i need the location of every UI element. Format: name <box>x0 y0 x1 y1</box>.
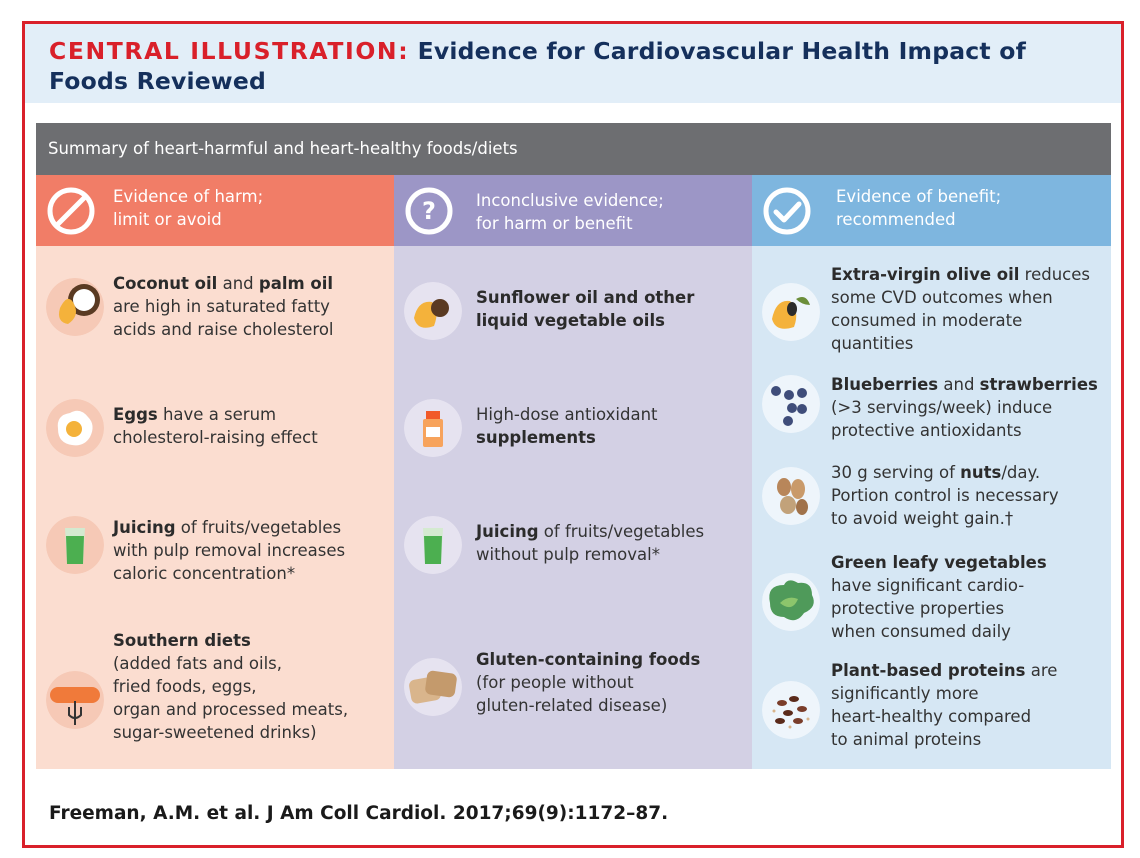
bread-slices-icon <box>404 658 462 716</box>
title-bar <box>25 24 1121 103</box>
title-line2: Foods Reviewed <box>49 67 266 95</box>
item-text: Green leafy vegetables have significant cardio- protective properties when consumed daily <box>831 553 1047 641</box>
central-illustration-frame <box>22 21 1124 848</box>
beans-icon <box>762 681 820 739</box>
nuts-icon <box>762 467 820 525</box>
egg-icon <box>46 399 104 457</box>
benefit-heading: Evidence of benefit; recommended <box>836 187 1002 229</box>
item-text: Extra-virgin olive oil reduces some CVD outcomes when consumed in moderate quantities <box>831 265 1090 353</box>
leafy-greens-icon <box>762 573 820 631</box>
question-mark-icon <box>404 186 454 236</box>
item-text: Eggs have a serum cholesterol-raising effect <box>113 405 318 447</box>
blueberries-icon <box>762 375 820 433</box>
title-line1: Evidence for Cardiovascular Health Impact of <box>409 37 1027 65</box>
juice-glass-icon <box>404 516 462 574</box>
harm-column <box>36 175 394 769</box>
item-text: Coconut oil and palm oil are high in saturated fatty acids and raise cholesterol <box>113 274 334 339</box>
prohibited-icon <box>46 186 96 236</box>
item-text: Plant-based proteins are significantly more heart-healthy compared to animal proteins <box>831 661 1058 749</box>
coconut-oil-icon <box>46 278 104 336</box>
item-text: Juicing of fruits/vegetables with pulp removal increases caloric concentration* <box>113 518 346 583</box>
sunflower-oil-icon <box>404 282 462 340</box>
checkmark-icon <box>762 186 812 236</box>
benefit-column <box>752 175 1111 769</box>
summary-panel <box>36 123 1111 769</box>
item-text: High-dose antioxidant supplements <box>476 405 658 447</box>
panel-header: Summary of heart-harmful and heart-healthy foods/diets <box>36 123 1111 175</box>
item-text: Gluten-containing foods (for people without gluten-related disease) <box>476 650 701 715</box>
item-text: Southern diets (added fats and oils, fried foods, eggs, organ and processed meats, sugar-sweetened drinks) <box>113 631 349 742</box>
title-prefix: CENTRAL ILLUSTRATION: <box>49 37 410 65</box>
inconclusive-heading: Inconclusive evidence; for harm or benefit <box>476 191 664 233</box>
harm-heading: Evidence of harm; limit or avoid <box>113 187 264 229</box>
inconclusive-column-header <box>394 175 752 246</box>
juice-glass-icon <box>46 516 104 574</box>
supplement-bottle-icon <box>404 399 462 457</box>
harm-column-header <box>36 175 394 246</box>
benefit-column-header <box>752 175 1111 246</box>
item-text: 30 g serving of nuts/day. Portion control is necessary to avoid weight gain.† <box>831 463 1059 528</box>
item-text: Sunflower oil and other liquid vegetable oils <box>476 288 695 330</box>
item-text: Juicing of fruits/vegetables without pulp removal* <box>476 522 705 564</box>
inconclusive-column <box>394 175 752 769</box>
item-text: Blueberries and strawberries (>3 servings/week) induce protective antioxidants <box>831 375 1098 440</box>
sausage-fork-icon <box>46 671 104 729</box>
svg-text:?: ? <box>422 197 436 225</box>
olive-oil-icon <box>762 283 820 341</box>
page-title <box>49 36 1099 96</box>
citation: Freeman, A.M. et al. J Am Coll Cardiol. 2017;69(9):1172–87. <box>49 803 669 824</box>
